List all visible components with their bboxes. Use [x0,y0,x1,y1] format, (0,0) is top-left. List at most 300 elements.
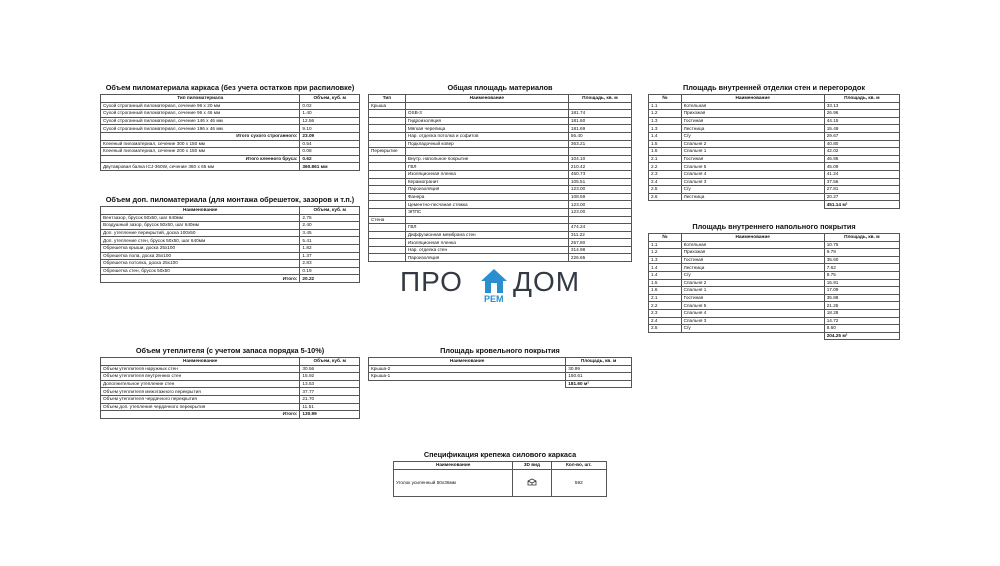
row-label: С/у [681,325,824,333]
row-label: OSB-3 [405,110,568,118]
frame-lumber-table [100,94,360,171]
table-row [649,163,900,171]
row-number: 1.1 [649,241,682,249]
group-type [369,125,406,133]
table-row [101,148,360,156]
group-type [369,201,406,209]
col-header: Объем, куб. м [300,95,360,103]
col-header: № [649,234,682,242]
group-type [369,163,406,171]
table-row [649,110,900,118]
materials-block [368,83,632,262]
row-label: Крыша-2 [369,365,566,373]
house-icon [480,268,508,294]
row-value: 0.02 [300,102,360,110]
row-number: 2.1 [649,155,682,163]
table-row [369,254,632,262]
row-value: 11.51 [300,403,360,411]
row-value: 3.45 [300,229,360,237]
row-label: Объем утеплителя чердачного перекрытия [101,395,300,403]
row-label: Пароизоляция [405,254,568,262]
row-value: 104.10 [568,155,631,163]
fasteners-title: Спецификация крепежа силового каркаса [423,450,577,459]
row-number: 1.2 [649,249,682,257]
col-header: Наименование [101,207,300,215]
insulation-title: Объем утеплителя (с учетом запаса порядка 5-10%) [135,346,325,355]
col-header: Наименование [369,358,566,366]
row-number: 1.3 [649,125,682,133]
table-total: 181.60 м² [566,380,632,388]
row-label: Объем утеплителя внутренних стен [101,373,300,381]
row-label: Спальня 2 [681,140,824,148]
row-value [568,102,631,110]
row-number: 1.2 [649,110,682,118]
col-header: Площадь, кв. м [824,95,899,103]
frame-lumber-title: Объем пиломатериала каркаса (без учета остатков при распиловке) [105,83,355,92]
row-value: 20.22 [300,275,360,283]
row-value: 5.41 [300,237,360,245]
table-row [649,302,900,310]
table-row [369,163,632,171]
group-row [369,102,632,110]
row-label: Обрешетка крыши, доска 25х100 [101,244,300,252]
row-value: 2.40 [300,222,360,230]
logo-text-right: ДОМ [513,266,581,297]
table-row [101,252,360,260]
roof-title: Площадь кровельного покрытия [440,346,560,355]
table-row [649,271,900,279]
row-number: 2.4 [649,178,682,186]
row-value: 37.77 [300,388,360,396]
col-header: Наименование [405,95,568,103]
row-label: Спальня 1 [681,148,824,156]
row-value: 45.09 [824,163,899,171]
row-number [649,201,682,209]
table-row [101,275,360,283]
row-label: Крыша-1 [369,373,566,381]
row-label [369,380,566,388]
row-value: 18.28 [824,309,899,317]
table-row [649,279,900,287]
table-row [101,388,360,396]
fasteners-table [393,461,607,497]
row-value: 8.60 [824,325,899,333]
row-label: Прихожая [681,110,824,118]
row-value: 14.72 [824,317,899,325]
row-value: 0.62 [300,155,360,163]
table-row [101,132,360,140]
row-label: Лестница [681,264,824,272]
row-label: Клееный пиломатериал, сечение 300 х 150 мм [101,140,300,148]
row-label: Спальня 4 [681,170,824,178]
row-value: 257.80 [568,239,631,247]
row-label [405,102,568,110]
row-label: Вентзазор, брусок 50х50, шаг 640мм [101,214,300,222]
table-row [101,260,360,268]
table-row [369,186,632,194]
row-label: Котельная [681,241,824,249]
row-number: 1.5 [649,140,682,148]
row-label: Изоляционная пленка [405,239,568,247]
col-header: Наименование [681,95,824,103]
row-label: Пароизоляция [405,186,568,194]
row-label: Спальня 4 [681,309,824,317]
row-label: Нар. отделка потолка и софитов [405,132,568,140]
table-row [369,365,632,373]
row-number: 2.3 [649,309,682,317]
row-value: 20.27 [824,193,899,201]
row-value [568,216,631,224]
row-label: Сухой строганный пиломатериал, сечение 196 х 46 мм [101,125,300,133]
row-label: ГВЛ [405,163,568,171]
row-value: 7.62 [824,264,899,272]
row-value: 311.22 [568,231,631,239]
row-value: 314.98 [568,246,631,254]
row-number: 2.2 [649,163,682,171]
table-total: 204.25 м² [824,332,899,340]
row-number: 2.5 [649,186,682,194]
row-value: 105.51 [568,178,631,186]
row-number: 1.5 [649,279,682,287]
col-header: Объем, куб. м [300,358,360,366]
row-value: 10.75 [824,241,899,249]
col-header: Наименование [681,234,824,242]
row-value: 123.00 [568,201,631,209]
row-label: ГВЛ [405,224,568,232]
col-header: № [649,95,682,103]
row-number: 2.3 [649,170,682,178]
row-label: Доп. утепление стен, брусок 50х50, шаг 640мм [101,237,300,245]
table-row [649,256,900,264]
table-row [649,325,900,333]
row-value: 1.37 [300,252,360,260]
table-row [649,287,900,295]
group-type [369,186,406,194]
row-value: 474.24 [568,224,631,232]
table-row [101,373,360,381]
table-row [369,201,632,209]
row-label: Спальня 2 [681,279,824,287]
group-type [369,239,406,247]
row-value: 8.75 [824,271,899,279]
row-value: 181.69 [568,125,631,133]
row-value: 450.73 [568,170,631,178]
row-number: 2.4 [649,317,682,325]
table-row [649,264,900,272]
table-row [369,125,632,133]
group-type [369,117,406,125]
row-label: Объем доп. утепления чердачного перекрытия [101,403,300,411]
walls-finish-block [648,83,900,209]
table-row [649,155,900,163]
row-value: 15.49 [824,125,899,133]
bracket-3d-icon [513,469,551,496]
row-label: Котельная [681,102,824,110]
row-value: 2.75 [300,214,360,222]
row-value: 13.53 [300,380,360,388]
row-value: 23.09 [300,132,360,140]
row-value: 0.19 [300,267,360,275]
walls-finish-title: Площадь внутренней отделки стен и перегородок [682,83,866,92]
table-row [101,395,360,403]
table-row [649,186,900,194]
row-value: 26.96 [824,110,899,118]
row-number: 1.4 [649,132,682,140]
col-header: Тип [369,95,406,103]
row-label: Объем утеплителя межэтажного перекрытия [101,388,300,396]
row-value: 56.40 [568,132,631,140]
table-row [101,214,360,222]
row-label: Сухой строганный пиломатериал, сечение 146 х 46 мм [101,117,300,125]
row-label: Гидроизоляция [405,117,568,125]
row-label: Внутр. напольное покрытие [405,155,568,163]
row-value: 592 [551,469,606,496]
table-row [649,140,900,148]
table-row [369,155,632,163]
row-number: 1.6 [649,148,682,156]
row-label: Итого клееного бруса: [101,155,300,163]
row-label: Обрешетка потолка, доска 25х100 [101,260,300,268]
table-row [101,411,360,419]
table-row [649,102,900,110]
materials-table [368,94,632,262]
row-value: 123.00 [568,208,631,216]
row-number: 2.6 [649,193,682,201]
col-header: Наименование [101,358,300,366]
extra-lumber-title: Объем доп. пиломатериала (для монтажа обрешеток, зазоров и т.п.) [105,195,355,204]
table-total-row [369,380,632,388]
row-label: Сухой строганный пиломатериал, сечение 96 х 20 мм [101,102,300,110]
row-value: 181.60 [568,117,631,125]
row-value: 35.88 [824,294,899,302]
row-value: 17.09 [824,287,899,295]
row-label: Керамогранит [405,178,568,186]
table-row [369,132,632,140]
table-row [101,163,360,171]
table-row [369,110,632,118]
row-value: 360.861 мм [300,163,360,171]
row-label [405,148,568,156]
group-type [369,208,406,216]
table-row [649,249,900,257]
row-value: 30.56 [300,365,360,373]
table-row [101,125,360,133]
group-type [369,231,406,239]
row-value: 9.10 [300,125,360,133]
group-type: Крыша [369,102,406,110]
extra-lumber-table [100,206,360,283]
row-value: 363.21 [568,140,631,148]
col-header: Площадь, кв. м [824,234,899,242]
row-label: С/у [681,271,824,279]
row-value: 15.91 [824,279,899,287]
materials-title: Общая площадь материалов [447,83,553,92]
row-value: 123.00 [568,186,631,194]
group-type [369,193,406,201]
table-row [101,244,360,252]
row-value: 1.82 [300,244,360,252]
table-row [649,178,900,186]
row-label: Сухой строганный пиломатериал, сечение 96 х 46 мм [101,110,300,118]
table-row [369,224,632,232]
insulation-block [100,346,360,419]
row-value: 0.08 [300,148,360,156]
row-value: 44.15 [824,117,899,125]
row-value: 9.79 [824,249,899,257]
table-row [649,170,900,178]
col-header: 3D вид [513,462,551,470]
table-row [369,193,632,201]
group-type [369,170,406,178]
table-row [649,317,900,325]
row-number: 1.4 [649,271,682,279]
row-label: Гостиная [681,155,824,163]
row-value: 181.74 [568,110,631,118]
table-row [394,469,607,496]
table-total-row [649,201,900,209]
row-label: Прихожая [681,249,824,257]
row-label: Итого: [101,275,300,283]
row-label: Мягкая черепица [405,125,568,133]
fasteners-block [393,450,607,497]
row-value: 2.83 [300,260,360,268]
row-label: Итого сухого строганного: [101,132,300,140]
table-row [369,231,632,239]
group-row [369,216,632,224]
table-row [649,294,900,302]
row-label: Лестница [681,193,824,201]
col-header: Площадь, кв. м [568,95,631,103]
insulation-table [100,357,360,419]
row-label: Диффузионная мембрана стен [405,231,568,239]
row-value: 46.95 [824,155,899,163]
col-header: Объем, куб. м [300,207,360,215]
group-type [369,132,406,140]
table-row [101,222,360,230]
row-label: Нар. отделка стен [405,246,568,254]
row-value: 27.81 [824,186,899,194]
row-label: Гостиная [681,256,824,264]
row-value: 0.54 [300,140,360,148]
row-number: 1.3 [649,117,682,125]
row-value: 1.40 [300,110,360,118]
row-label: Итого: [101,411,300,419]
row-value: 35.60 [824,256,899,264]
table-row [101,117,360,125]
row-value: 41.24 [824,170,899,178]
table-row [101,155,360,163]
row-label: Лестница [681,125,824,133]
roof-table [368,357,632,388]
row-value: 30.99 [566,365,632,373]
row-label: Объем утеплителя наружных стен [101,365,300,373]
table-row [369,117,632,125]
group-row [369,148,632,156]
row-label: Обрешетка стен, брусок 50х50 [101,267,300,275]
table-row [101,237,360,245]
table-row [649,132,900,140]
row-label: Цементно-песчаная стяжка [405,201,568,209]
row-label: Клееный пиломатериал, сечение 200 х 150 мм [101,148,300,156]
row-label: ЭППС [405,208,568,216]
row-number [649,332,682,340]
col-header: Тип пиломатериала [101,95,300,103]
group-type [369,254,406,262]
walls-finish-table [648,94,900,209]
row-number: 1.3 [649,256,682,264]
table-row [101,267,360,275]
table-row [649,117,900,125]
table-row [101,380,360,388]
floor-finish-block [648,222,900,340]
group-type: Перекрытие [369,148,406,156]
row-label [405,216,568,224]
row-label: Воздушный зазор, брусок 50х50, шаг 640мм [101,222,300,230]
table-total-row [649,332,900,340]
row-number: 2.1 [649,294,682,302]
row-label: Спальня 1 [681,287,824,295]
row-label: Гостиная [681,294,824,302]
table-total: 451.14 м² [824,201,899,209]
table-row [649,241,900,249]
col-header: Площадь, кв. м [566,358,632,366]
table-row [369,178,632,186]
table-row [649,309,900,317]
row-value: 210.42 [568,163,631,171]
row-value: 130.99 [300,411,360,419]
row-value: 40.80 [824,140,899,148]
table-row [649,125,900,133]
row-label: С/у [681,132,824,140]
row-label: Фанера [405,193,568,201]
col-header: Наименование [394,462,513,470]
row-value: 29.67 [824,132,899,140]
row-value: 15.92 [300,373,360,381]
group-type [369,155,406,163]
row-label: Спальня 3 [681,178,824,186]
row-label [681,201,824,209]
floor-finish-table [648,233,900,340]
prodom-logo [400,266,600,306]
row-label: Подкладочный ковер [405,140,568,148]
row-value: 12.56 [300,117,360,125]
table-row [101,229,360,237]
row-label: Спальня 5 [681,163,824,171]
group-type [369,224,406,232]
row-value: 21.25 [824,302,899,310]
row-value [568,148,631,156]
row-label [681,332,824,340]
row-label: Обрешетка пола, доска 25х100 [101,252,300,260]
group-type: Стена [369,216,406,224]
row-label: Уголок усиленный 50х36мм [394,469,513,496]
table-row [369,246,632,254]
row-label: Двутавровая балка ICJ-360W, сечение 360 х 65 мм [101,163,300,171]
logo-sub-text: РЕМ [484,294,504,304]
row-number: 1.4 [649,264,682,272]
row-value: 42.02 [824,148,899,156]
row-value: 37.56 [824,178,899,186]
floor-finish-title: Площадь внутреннего напольного покрытия [692,222,856,231]
row-value: 150.61 [566,373,632,381]
row-label: Спальня 5 [681,302,824,310]
table-row [649,193,900,201]
row-number: 1.6 [649,287,682,295]
extra-lumber-block [100,195,360,283]
row-number: 2.5 [649,325,682,333]
row-label: Изоляционная пленка [405,170,568,178]
table-row [101,403,360,411]
